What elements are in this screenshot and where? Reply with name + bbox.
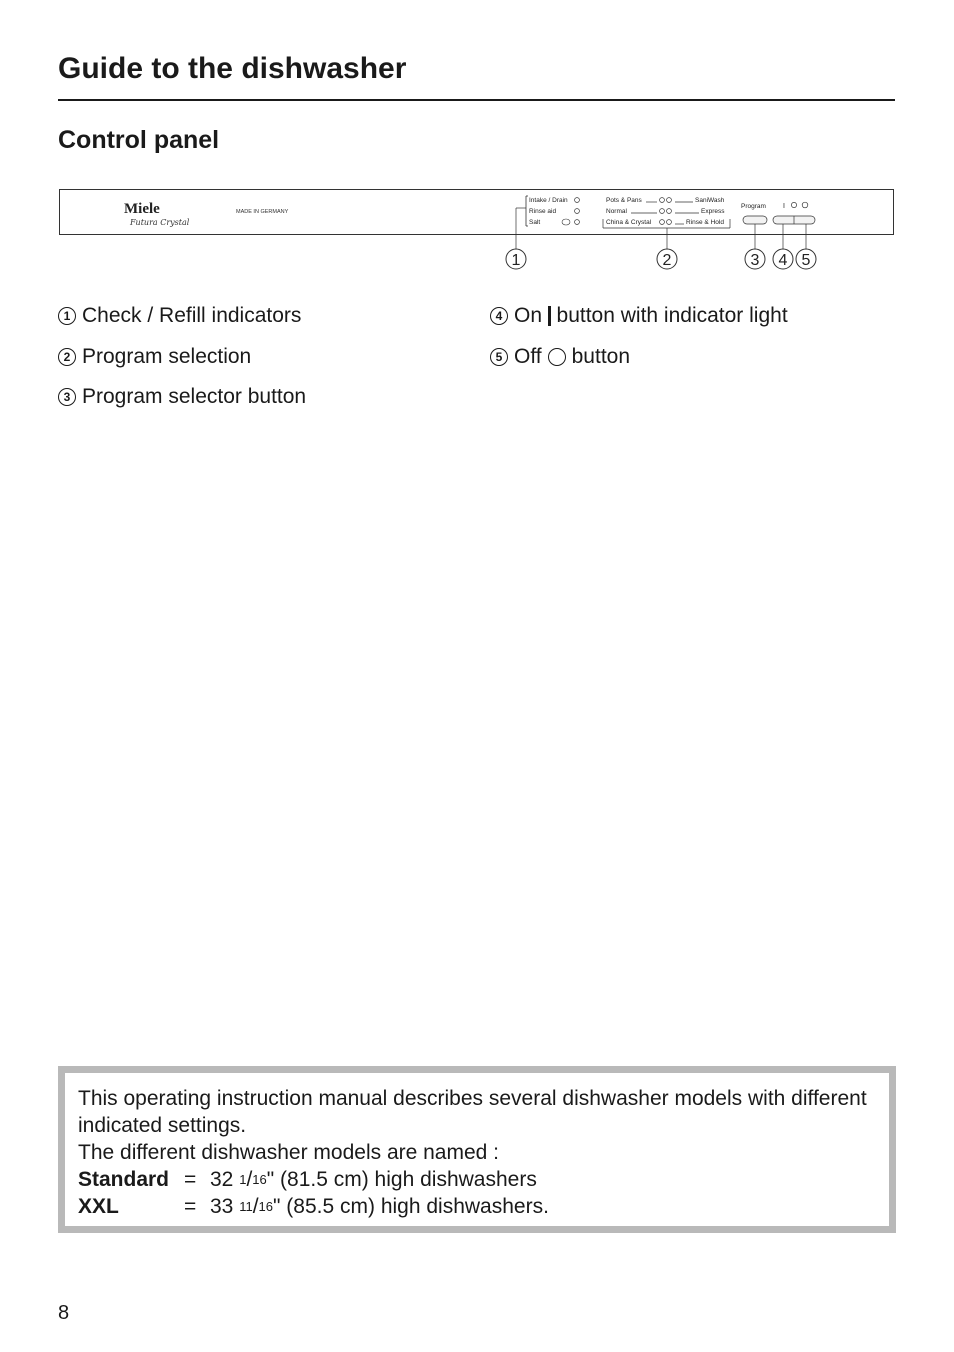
spec-numerator: 1	[239, 1172, 247, 1187]
spec-denominator: 16	[252, 1172, 267, 1187]
indicator-light	[575, 220, 580, 225]
indicator-light	[660, 198, 665, 203]
legend-number: 3	[58, 388, 76, 406]
spec-xxl: XXL = 33 11 / 16 " (85.5 cm) high dishwashers.	[78, 1195, 549, 1218]
page-title: Guide to the dishwasher	[58, 52, 407, 85]
brand-logo: Miele	[124, 201, 160, 217]
program-label: China & Crystal	[606, 219, 652, 226]
legend-item-check-refill	[58, 304, 301, 328]
spec-label: Standard	[78, 1168, 170, 1191]
on-symbol: I	[783, 203, 785, 210]
legend-text: button with indicator light	[556, 304, 788, 327]
spec-rest: " (85.5 cm) high dishwashers.	[273, 1195, 549, 1218]
on-indicator-light	[791, 202, 796, 207]
program-label: Express	[701, 208, 725, 215]
check-label-salt: Salt	[529, 219, 541, 226]
indicator-light	[667, 220, 672, 225]
svg-text:1: 1	[511, 252, 521, 269]
legend-text: Off	[514, 345, 542, 368]
spec-standard: Standard = 32 1 / 16 " (81.5 cm) high dishwashers	[78, 1168, 537, 1191]
spec-denominator: 16	[258, 1199, 274, 1214]
check-label-intake: Intake / Drain	[529, 197, 568, 204]
legend-number: 5	[490, 348, 508, 366]
indicator-light	[667, 198, 672, 203]
on-symbol-icon	[548, 306, 551, 326]
salt-icon	[562, 219, 570, 225]
svg-text:4: 4	[778, 252, 788, 269]
spec-whole: 32	[210, 1168, 234, 1191]
legend-text: On	[514, 304, 543, 327]
spec-rest: " (81.5 cm) high dishwashers	[266, 1168, 537, 1191]
indicator-light	[575, 209, 580, 214]
program-selector-button	[743, 216, 767, 224]
indicator-light	[575, 198, 580, 203]
control-panel-illustration	[0, 180, 954, 280]
legend-text: Program selector button	[82, 385, 307, 408]
off-symbol-icon	[548, 348, 566, 366]
legend-text: Check / Refill indicators	[82, 304, 302, 327]
title-divider	[58, 99, 895, 101]
made-in-label: MADE IN GERMANY	[236, 209, 289, 215]
section-title: Control panel	[58, 126, 220, 154]
spec-whole: 33	[210, 1195, 234, 1218]
indicator-light	[660, 220, 665, 225]
off-symbol	[802, 202, 808, 208]
legend-number: 2	[58, 348, 76, 366]
legend-item-off-button	[490, 345, 630, 369]
note-paragraph: This operating instruction manual describes several dishwasher models with different indicated settings.	[78, 1087, 867, 1137]
note-paragraph: The different dishwasher models are named :	[78, 1141, 500, 1164]
indicator-light	[660, 209, 665, 214]
page-number: 8	[58, 1302, 70, 1324]
legend-item-program-selection	[58, 345, 251, 369]
panel-outline	[60, 190, 894, 235]
program-label: Rinse & Hold	[686, 219, 724, 226]
program-label: Pots & Pans	[606, 197, 642, 204]
info-note-box	[58, 1066, 896, 1233]
legend-number: 1	[58, 307, 76, 325]
info-note-text	[78, 1085, 878, 1220]
legend-text: button	[571, 345, 631, 368]
indicator-light	[667, 209, 672, 214]
spec-numerator: 11	[239, 1199, 253, 1214]
legend-item-on-button	[490, 304, 788, 328]
brand-subtitle: Futura Crystal	[130, 218, 190, 227]
legend-number: 4	[490, 307, 508, 325]
program-button-label: Program	[741, 203, 766, 210]
legend-item-program-selector-button	[58, 385, 306, 409]
program-label: SaniWash	[695, 197, 725, 204]
spec-label: XXL	[78, 1195, 119, 1218]
spec-equals: =	[184, 1168, 197, 1191]
program-label: Normal	[606, 208, 627, 215]
svg-text:5: 5	[801, 252, 811, 269]
legend-text: Program selection	[82, 345, 252, 368]
check-label-rinse-aid: Rinse aid	[529, 208, 557, 215]
svg-text:3: 3	[750, 252, 760, 269]
svg-text:2: 2	[662, 252, 672, 269]
spec-equals: =	[184, 1195, 197, 1218]
